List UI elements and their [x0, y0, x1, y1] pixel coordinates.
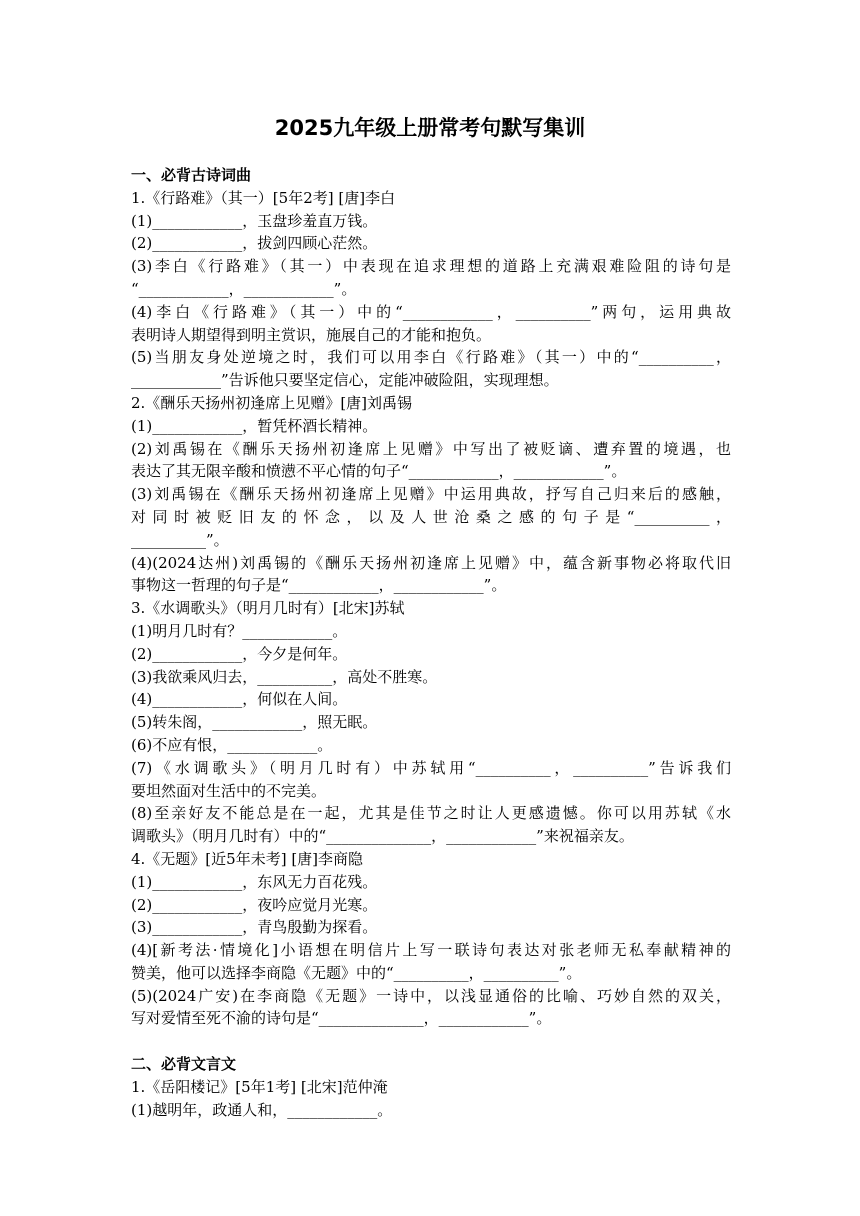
text-line: 2.《酬乐天扬州初逢席上见赠》[唐]刘禹锡 — [131, 393, 413, 412]
text-line: 事物这一哲理的句子是“____________，____________”。 — [131, 576, 507, 595]
text-line: (2)____________，夜吟应觉月光寒。 — [131, 895, 378, 914]
text-line: (3)刘禹锡在《酬乐天扬州初逢席上见赠》中运用典故，抒写自己归来后的感触， — [131, 485, 731, 504]
text-line: (1)____________，玉盘珍羞直万钱。 — [131, 211, 378, 230]
text-line: 对同时被贬旧友的怀念，以及人世沧桑之感的句子是“__________， — [131, 507, 731, 526]
text-line: (2)____________，拔剑四顾心茫然。 — [131, 234, 378, 253]
text-line: ____________”告诉他只要坚定信心，定能冲破险阻，实现理想。 — [131, 371, 559, 390]
text-line: (1)____________，东风无力百花残。 — [131, 872, 378, 891]
text-line: (4)[新考法·情境化]小语想在明信片上写一联诗句表达对张老师无私奉献精神的 — [131, 941, 731, 960]
section-heading: 一、必背古诗词曲 — [131, 166, 252, 184]
text-line: 赞美，他可以选择李商隐《无题》中的“__________，__________”。 — [131, 963, 582, 982]
text-line: 1.《行路难》（其一）[5年2考] [唐]李白 — [131, 188, 396, 207]
text-line: (4)李白《行路难》（其一）中的“____________，__________”两句，运用典故 — [131, 302, 731, 321]
text-line: 要坦然面对生活中的不完美。 — [131, 781, 327, 800]
text-line: (4)(2024达州)刘禹锡的《酬乐天扬州初逢席上见赠》中，蕴含新事物必将取代旧 — [131, 553, 731, 572]
text-line: 写对爱情至死不渝的诗句是“______________，____________”。 — [131, 1009, 552, 1028]
text-line: 调歌头》（明月几时有）中的“______________，____________”来祝福亲友。 — [131, 827, 634, 846]
text-line: (6)不应有恨，____________。 — [131, 735, 333, 754]
text-line: (1)越明年，政通人和，____________。 — [131, 1100, 393, 1119]
section-heading: 二、必背文言文 — [131, 1055, 237, 1074]
text-line: (1)明月几时有？____________。 — [131, 621, 348, 640]
text-line: (3)李白《行路难》（其一）中表现在追求理想的道路上充满艰难险阻的诗句是 — [131, 257, 731, 276]
text-line: (2)刘禹锡在《酬乐天扬州初逢席上见赠》中写出了被贬谪、遭弃置的境遇，也 — [131, 439, 731, 458]
text-line: 表达了其无限辛酸和愤懑不平心情的句子“____________，____________”。 — [131, 462, 627, 481]
text-line: “____________，____________”。 — [131, 279, 357, 298]
text-line: (8)至亲好友不能总是在一起，尤其是佳节之时让人更感遗憾。你可以用苏轼《水 — [131, 804, 731, 823]
text-line: 1.《岳阳楼记》[5年1考] [北宋]范仲淹 — [131, 1077, 388, 1096]
text-line: 3.《水调歌头》（明月几时有）[北宋]苏轼 — [131, 599, 405, 618]
text-line: (5)(2024广安)在李商隐《无题》一诗中，以浅显通俗的比喻、巧妙自然的双关， — [131, 986, 731, 1005]
text-line: __________”。 — [131, 530, 229, 549]
text-line: (4)____________，何似在人间。 — [131, 690, 348, 709]
text-line: (2)____________，今夕是何年。 — [131, 644, 348, 663]
text-line: (5)当朋友身处逆境之时，我们可以用李白《行路难》（其一）中的“__________， — [131, 348, 731, 367]
text-line: (1)____________，暂凭杯酒长精神。 — [131, 416, 378, 435]
text-line: (3)____________，青鸟殷勤为探看。 — [131, 918, 378, 937]
document-body — [131, 164, 731, 1121]
text-line: (3)我欲乘风归去，__________，高处不胜寒。 — [131, 667, 438, 686]
blank-line — [131, 1030, 731, 1053]
text-line: 表明诗人期望得到明主赏识，施展自己的才能和抱负。 — [131, 325, 492, 344]
text-line: (5)转朱阁，____________，照无眠。 — [131, 713, 378, 732]
document-title: 2025九年级上册常考句默写集训 — [274, 116, 586, 140]
text-line: 4.《无题》[近5年未考] [唐]李商隐 — [131, 849, 364, 868]
text-line: (7)《水调歌头》（明月几时有）中苏轼用“__________，__________”告诉我们 — [131, 758, 731, 777]
